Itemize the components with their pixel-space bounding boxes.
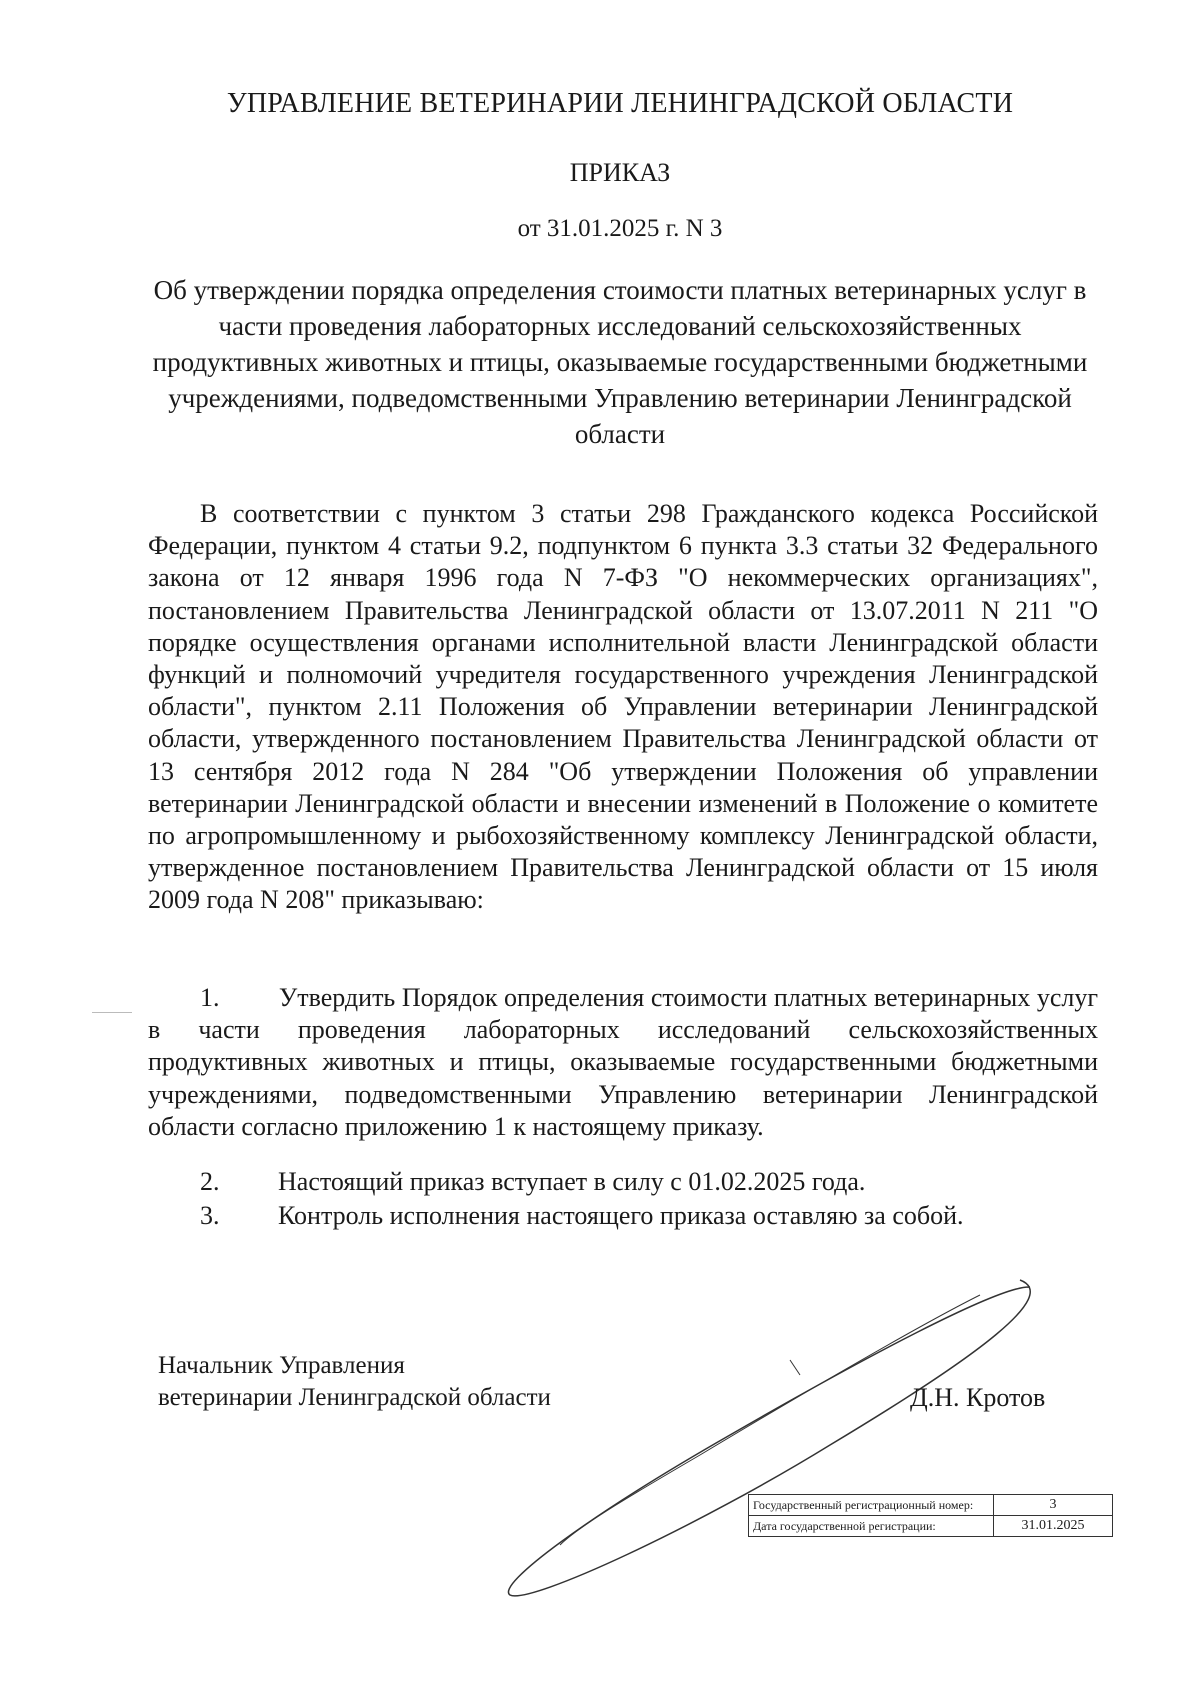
- registration-date-value: 31.01.2025: [994, 1516, 1113, 1537]
- preamble-paragraph: [148, 498, 1098, 917]
- order-item-number: 2.: [200, 1167, 220, 1196]
- order-item-2: [148, 1166, 1098, 1198]
- registration-number-row: [749, 1495, 1113, 1516]
- order-item-text: Утвердить Порядок определения стоимости платных ветеринарных услуг в части проведения лабораторных исследований сельскохозяйственных продуктивных животных и птицы, оказываемые государственными бюджетными учреждениями, подведомственными Управлению ветеринарии Ленинградской области согласно приложению 1 к настоящему приказу.: [148, 983, 1098, 1141]
- preamble-text: В соответствии с пунктом 3 статьи 298 Гражданского кодекса Российской Федерации, пунктом 4 статьи 9.2, подпунктом 6 пункта 3.3 статьи 32 Федерального закона от 12 января 1996 года N 7-ФЗ "О некоммерческих организациях", постановлением Правительства Ленинградской области от 13.07.2011 N 211 "О порядке осуществления органами исполнительной власти Ленинградской области функций и полномочий учредителя государственного учреждения Ленинградской области", пунктом 2.11 Положения об Управлении ветеринарии Ленинградской области, утвержденного постановлением Правительства Ленинградской области от 13 сентября 2012 года N 284 "Об утверждении Положения об управлении ветеринарии Ленинградской области и внесении изменений в Положение о комитете по агропромышленному и рыбохозяйственному комплексу Ленинградской области, утвержденное постановлением Правительства Ленинградской области от 15 июля 2009 года N 208" приказываю:: [148, 499, 1098, 915]
- registration-number-value: 3: [994, 1495, 1113, 1516]
- document-subject: Об утверждении порядка определения стоимости платных ветеринарных услуг в части проведения лабораторных исследований сельскохозяйственных продуктивных животных и птицы, оказываемые государственными бюджетными учреждениями, подведомственными Управлению ветеринарии Ленинградской области: [152, 275, 1088, 449]
- handwritten-signature: [500, 1265, 1060, 1625]
- signatory-name: Д.Н. Кротов: [910, 1383, 1046, 1412]
- organization-name: УПРАВЛЕНИЕ ВЕТЕРИНАРИИ ЛЕНИНГРАДСКОЙ ОБЛАСТИ: [226, 88, 1014, 119]
- margin-mark: [92, 1012, 132, 1013]
- order-item-text: Контроль исполнения настоящего приказа оставляю за собой.: [278, 1201, 964, 1230]
- order-item-1: [148, 982, 1098, 1143]
- registration-date-label: Дата государственной регистрации:: [749, 1516, 994, 1537]
- signatory-title: [158, 1350, 551, 1414]
- registration-number-label: Государственный регистрационный номер:: [749, 1495, 994, 1516]
- order-item-text: Настоящий приказ вступает в силу с 01.02.2025 года.: [278, 1167, 866, 1196]
- document-type: ПРИКАЗ: [569, 158, 671, 187]
- order-item-3: [148, 1200, 1098, 1232]
- document-number: от 31.01.2025 г. N 3: [517, 215, 723, 242]
- order-item-number: 3.: [200, 1201, 220, 1230]
- signatory-title-line2: ветеринарии Ленинградской области: [158, 1384, 551, 1411]
- registration-date-row: [749, 1516, 1113, 1537]
- registration-stamp-table: [748, 1494, 1113, 1537]
- order-item-number: 1.: [200, 983, 220, 1012]
- signatory-title-line1: Начальник Управления: [158, 1352, 405, 1379]
